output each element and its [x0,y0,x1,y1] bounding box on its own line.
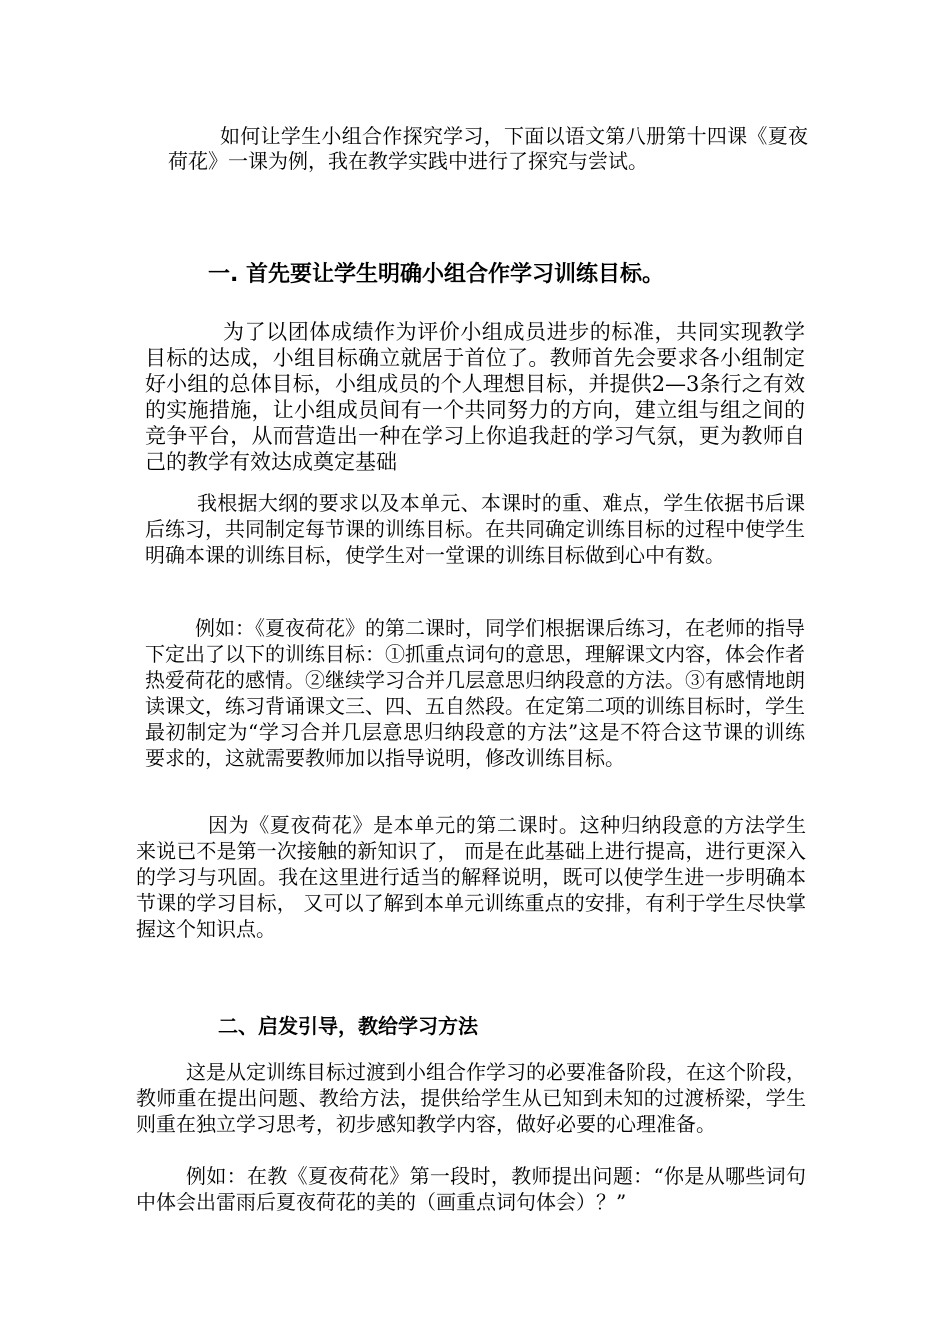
section-one-paragraph: 例如：《夏夜荷花》的第二课时，同学们根据课后练习，在老师的指导下定出了以下的训练目标：①抓重点词句的意思，理解课文内容，体会作者热爱荷花的感情。②继续学习合并几层意思归纳段意的方法。③有感情地朗读课文，练习背诵课文三、四、五自然段。在定第二项的训练目标时，学生最初制定为“学习合并几层意思归纳段意的方法”这是不符合这节课的训练要求的，这就需要教师加以指导说明，修改训练目标。 [145,616,805,770]
section-two-paragraph: 这是从定训练目标过渡到小组合作学习的必要准备阶段，在这个阶段，教师重在提出问题、教给方法，提供给学生从已知到未知的过渡桥梁，学生则重在独立学习思考，初步感知教学内容，做好必要的心理准备。 [136,1060,806,1136]
section-two-paragraph: 例如：在教《夏夜荷花》第一段时，教师提出问题：“你是从哪些词句中体会出雷雨后夏夜荷花的美的（画重点词句体会）？” [136,1164,806,1214]
section-one-heading: 一. 首先要让学生明确小组合作学习训练目标。 [208,262,665,287]
section-one-paragraph: 因为《夏夜荷花》是本单元的第二课时。这种归纳段意的方法学生来说已不是第一次接触的新知识了， 而是在此基础上进行提高，进行更深入的学习与巩固。我在这里进行适当的解释说明，既可以使学生进一步明确本节课的学习目标， 又可以了解到本单元训练重点的安排，有利于学生尽快掌握这个知识点。 [136,813,806,941]
section-one-paragraph: 为了以团体成绩作为评价小组成员进步的标准，共同实现教学目标的达成，小组目标确立就居于首位了。教师首先会要求各小组制定好小组的总体目标，小组成员的个人理想目标，并提供2—3条行之有效的实施措施，让小组成员间有一个共同努力的方向，建立组与组之间的竞争平台，从而营造出一种在学习上你追我赶的学习气氛，更为教师自己的教学有效达成奠定基础 [145,320,805,474]
section-one-paragraph: 我根据大纲的要求以及本单元、本课时的重、难点，学生依据书后课后练习，共同制定每节课的训练目标。在共同确定训练目标的过程中使学生明确本课的训练目标，使学生对一堂课的训练目标做到心中有数。 [145,491,805,567]
intro-paragraph: 如何让学生小组合作探究学习，下面以语文第八册第十四课《夏夜荷花》一课为例，我在教学实践中进行了探究与尝试。 [168,124,808,173]
section-two-heading: 二、启发引导，教给学习方法 [218,1014,478,1038]
